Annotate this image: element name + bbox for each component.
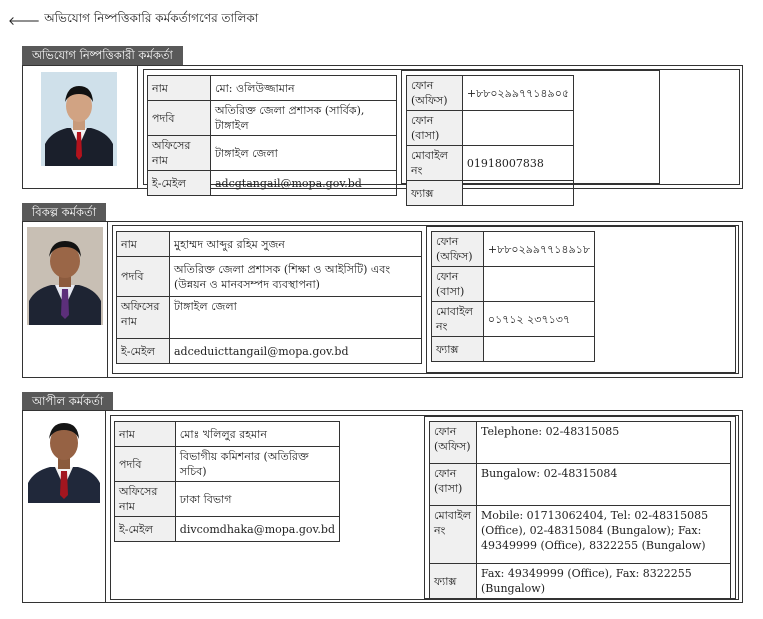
- info-table: [147, 75, 397, 196]
- email-value[interactable]: [211, 171, 397, 196]
- email-label: ই-মেইল: [148, 171, 211, 196]
- office-label: অফিসের নাম: [115, 482, 176, 517]
- phone-home-label: ফোন (বাসা): [430, 464, 477, 506]
- fax-value: [462, 181, 573, 206]
- office-label: অফিসের নাম: [117, 297, 170, 339]
- table-row: [430, 506, 731, 564]
- photo-cell: [23, 66, 138, 188]
- name-value: মো: ওলিউজ্জামান: [211, 76, 397, 101]
- table-row: [115, 482, 340, 517]
- table-row: [432, 232, 595, 267]
- designation-value: অতিরিক্ত জেলা প্রশাসক (সার্বিক), টাঙ্গাইল: [211, 101, 397, 136]
- mobile-label: মোবাইল নং: [430, 506, 477, 564]
- details-frame: [143, 69, 740, 200]
- contact-table: [431, 231, 595, 362]
- email-label: ই-মেইল: [115, 517, 176, 542]
- phone-office-label: ফোন (অফিস): [430, 422, 477, 464]
- email-value[interactable]: [175, 517, 339, 542]
- officer-photo: [27, 227, 103, 325]
- email-label: ই-মেইল: [117, 339, 170, 364]
- name-label: নাম: [148, 76, 211, 101]
- phone-office-value: +৮৮০২৯৯৭৭১৪৯০৫: [462, 76, 573, 111]
- contact-table: [429, 421, 731, 599]
- table-row: [432, 337, 595, 362]
- phone-home-value: [483, 267, 594, 302]
- mobile-value: ০১৭১২ ২৩৭১৩৭: [483, 302, 594, 337]
- back-link[interactable]: [8, 10, 258, 30]
- table-row: [117, 232, 422, 257]
- table-row: [432, 267, 595, 302]
- table-row: [117, 257, 422, 297]
- officer-photo: [26, 415, 102, 503]
- officer-card-alternate: [22, 221, 743, 378]
- officer-card-complaint: [22, 65, 743, 200]
- table-row: [115, 447, 340, 482]
- table-row: [407, 76, 574, 111]
- info-table: [114, 421, 340, 542]
- designation-label: পদবি: [115, 447, 176, 482]
- email-value[interactable]: [170, 339, 422, 364]
- phone-home-value: [462, 111, 573, 146]
- mobile-label: মোবাইল নং: [432, 302, 484, 337]
- fax-label: ফ্যাক্স: [432, 337, 484, 362]
- page-title: অভিযোগ নিষ্পত্তিকারি কর্মকর্তাগণের তালিকা: [44, 11, 259, 25]
- info-table: [116, 231, 422, 364]
- table-row: [407, 146, 574, 181]
- name-value: মোঃ খলিলুর রহমান: [175, 422, 339, 447]
- email-link[interactable]: adceduicttangail@mopa.gov.bd: [174, 344, 349, 358]
- table-row: [407, 181, 574, 206]
- phone-home-label: ফোন (বাসা): [407, 111, 463, 146]
- table-row: [430, 422, 731, 464]
- section-heading-complaint-officer: অভিযোগ নিষ্পত্তিকারী কর্মকর্তা: [22, 46, 183, 65]
- table-row: [117, 339, 422, 364]
- table-row: [148, 136, 397, 171]
- name-label: নাম: [117, 232, 170, 257]
- mobile-label: মোবাইল নং: [407, 146, 463, 181]
- email-link[interactable]: divcomdhaka@mopa.gov.bd: [179, 522, 335, 536]
- table-row: [148, 171, 397, 196]
- table-row: [117, 297, 422, 339]
- table-row: [432, 302, 595, 337]
- phone-office-label: ফোন (অফিস): [407, 76, 463, 111]
- photo-cell: [23, 222, 108, 377]
- name-value: মুহাম্মদ আব্দুর রহিম সুজন: [170, 232, 422, 257]
- table-row: [430, 464, 731, 506]
- mobile-value: Mobile: 01713062404, Tel: 02-48315085 (Office), 02-48315084 (Bungalow); Fax: 49349999 (Office), 8322255 (Bungalow): [477, 506, 731, 564]
- table-row: [430, 564, 731, 599]
- designation-value: অতিরিক্ত জেলা প্রশাসক (শিক্ষা ও আইসিটি) এবং (উন্নয়ন ও মানবসম্পদ ব্যবস্থাপনা): [170, 257, 422, 297]
- fax-value: Fax: 49349999 (Office), Fax: 8322255 (Bungalow): [477, 564, 731, 599]
- officer-photo: [41, 72, 117, 166]
- name-label: নাম: [115, 422, 176, 447]
- phone-office-label: ফোন (অফিস): [432, 232, 484, 267]
- email-link[interactable]: adcgtangail@mopa.gov.bd: [215, 176, 362, 190]
- photo-cell: [23, 411, 106, 602]
- office-value: টাঙ্গাইল জেলা: [170, 297, 422, 339]
- table-row: [148, 76, 397, 101]
- fax-value: [483, 337, 594, 362]
- phone-home-value: Bungalow: 02-48315084: [477, 464, 731, 506]
- phone-office-value: Telephone: 02-48315085: [477, 422, 731, 464]
- table-row: [407, 111, 574, 146]
- section-heading-alternate-officer: বিকল্প কর্মকর্তা: [22, 203, 106, 222]
- fax-label: ফ্যাক্স: [430, 564, 477, 599]
- table-row: [148, 101, 397, 136]
- details-frame: [110, 415, 739, 600]
- designation-label: পদবি: [117, 257, 170, 297]
- phone-home-label: ফোন (বাসা): [432, 267, 484, 302]
- mobile-value: 01918007838: [462, 146, 573, 181]
- designation-label: পদবি: [148, 101, 211, 136]
- fax-label: ফ্যাক্স: [407, 181, 463, 206]
- officer-card-appeal: [22, 410, 743, 603]
- office-value: টাঙ্গাইল জেলা: [211, 136, 397, 171]
- details-frame: [112, 225, 739, 374]
- phone-office-value: +৮৮০২৯৯৭৭১৪৯১৮: [483, 232, 594, 267]
- office-value: ঢাকা বিভাগ: [175, 482, 339, 517]
- designation-value: বিভাগীয় কমিশনার (অতিরিক্ত সচিব): [175, 447, 339, 482]
- office-label: অফিসের নাম: [148, 136, 211, 171]
- contact-table: [406, 75, 574, 206]
- section-heading-appeal-officer: আপীল কর্মকর্তা: [22, 392, 113, 411]
- table-row: [115, 517, 340, 542]
- table-row: [115, 422, 340, 447]
- arrow-left-icon: 🡐: [8, 13, 41, 28]
